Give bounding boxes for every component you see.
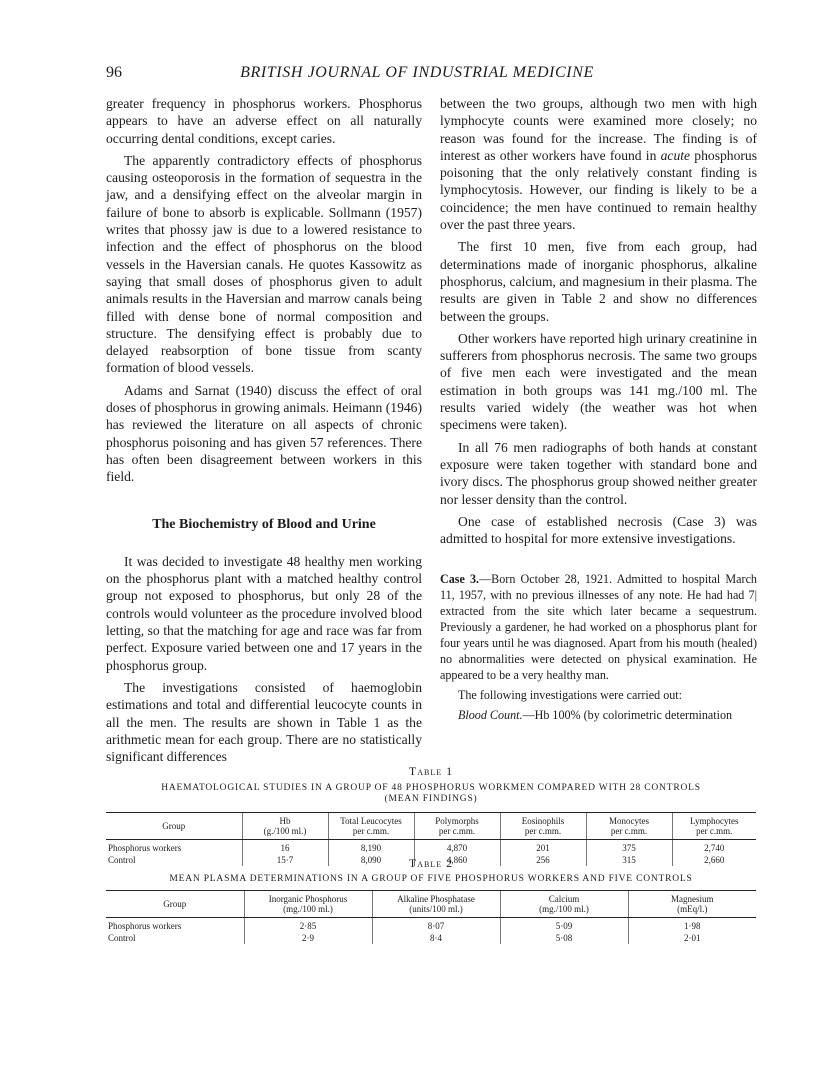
italic-text: acute — [660, 147, 691, 163]
paragraph: It was decided to investigate 48 healthy men working on the phosphorus plant with a matched healthy control group not exposed to phosphorus, but only 28 of the controls would volunteer as the procedure involved blood letting, so that the matching for age and race was far from perfect. Exposure varied between one and 17 years in the phosphorus group. — [106, 553, 422, 673]
table2-header: Magnesium (mEq/l.) — [628, 891, 756, 918]
text-run: phosphorus poisoning that the only relatively constant finding is lymphocytosis. However, our finding is likely to be a coincidence; the men have continued to remain healthy over the past three years. — [440, 147, 757, 233]
table-cell: 2,660 — [672, 854, 756, 866]
table-cell: 8,190 — [328, 840, 414, 855]
table-cell: 2,740 — [672, 840, 756, 855]
table-cell: 8·07 — [372, 918, 500, 933]
table-cell: 315 — [586, 854, 672, 866]
table-cell: 16 — [242, 840, 328, 855]
table-cell: 2·85 — [244, 918, 372, 933]
table1-header: Monocytes per c.mm. — [586, 813, 672, 840]
table-row — [106, 932, 756, 944]
table1-header: Lymphocytes per c.mm. — [672, 813, 756, 840]
table1-caption-line1: HAEMATOLOGICAL STUDIES IN A GROUP OF 48 PHOSPHORUS WORKMEN COMPARED WITH 28 CONTROLS — [161, 783, 701, 793]
table2 — [106, 890, 756, 944]
table-cell: 2·01 — [628, 932, 756, 944]
blood-count-label: Blood Count. — [458, 708, 523, 723]
table1-title: Table 1 — [408, 764, 454, 778]
table1-header: Total Leucocytes per c.mm. — [328, 813, 414, 840]
table-row — [106, 840, 756, 855]
table-cell: Control — [108, 933, 136, 943]
table1-caption — [106, 783, 756, 805]
table-cell: 8,090 — [328, 854, 414, 866]
blood-count-paragraph — [440, 707, 757, 723]
paragraph: Adams and Sarnat (1940) discuss the effect of oral doses of phosphorus in growing animals. Heimann (1946) has reviewed the literature on all aspects of chronic phosphorus poisoning and has given 57 references. There has often been disagreement between workers in this field. — [106, 382, 422, 485]
table2-caption: MEAN PLASMA DETERMINATIONS IN A GROUP OF FIVE PHOSPHORUS WORKERS AND FIVE CONTROLS — [169, 874, 693, 884]
followup-text: The following investigations were carried out: — [458, 688, 683, 703]
table2-header: Alkaline Phosphatase (units/100 ml.) — [372, 891, 500, 918]
paragraph: greater frequency in phosphorus workers. Phosphorus appears to have an adverse effect on all naturally occurring dental conditions, except caries. — [106, 96, 422, 146]
table1-header: Hb (g./100 ml.) — [242, 813, 328, 840]
page-number: 96 — [106, 64, 122, 81]
paragraph: One case of established necrosis (Case 3) was admitted to hospital for more extensive investigations. — [440, 513, 757, 547]
table2-title: Table 2 — [408, 856, 454, 870]
case-text: —Born October 28, 1921. Admitted to hospital March 11, 1957, with no previous illnesses of any note. He had had 7| extracted from the site which later became a sequestrum. Previously a gardener, he had worked on a phosphorus plant for four years until he was diagnosed. Apart from his mouth (healed) no abnormalities were detected on physical examination. He appeared to be a very healthy man. — [440, 572, 757, 683]
paragraph: The first 10 men, five from each group, had determinations made of inorganic phosphorus, alkaline phosphorus, calcium, and magnesium in their plasma. The results are given in Table 2 and show no differences between the groups. — [440, 239, 757, 324]
table2-header-row — [106, 891, 756, 918]
table-cell: 5·09 — [500, 918, 628, 933]
case-report — [440, 571, 757, 723]
page-header — [106, 64, 728, 86]
paragraph: In all 76 men radiographs of both hands at constant exposure were taken together with standard bone and ivory discs. The phosphorus group showed neither greater nor lesser density than the control. — [440, 439, 757, 507]
table-cell: 4,870 — [414, 840, 500, 855]
table1-caption-line2: (MEAN FINDINGS) — [384, 794, 478, 804]
table1-header: Polymorphs per c.mm. — [414, 813, 500, 840]
table2-header: Calcium (mg./100 ml.) — [500, 891, 628, 918]
table1-header-row — [106, 813, 756, 840]
table-cell: Phosphorus workers — [108, 843, 182, 853]
table-cell: 2·9 — [244, 932, 372, 944]
blood-count-text: —Hb 100% (by colorimetric determination — [522, 708, 733, 723]
right-column — [440, 95, 757, 727]
table-cell: 15·7 — [242, 854, 328, 866]
table-cell: 1·98 — [628, 918, 756, 933]
table1-header: Eosinophils per c.mm. — [500, 813, 586, 840]
table2-header: Inorganic Phosphorus (mg./100 ml.) — [244, 891, 372, 918]
paragraph: The investigations consisted of haemoglobin estimations and total and differential leucocyte counts in all the men. The results are shown in Table 1 as the arithmetic mean for each group. There are no statistically significant differences — [106, 679, 422, 765]
table-cell: 4,860 — [414, 854, 500, 866]
table1-header: Group — [106, 813, 242, 840]
left-column — [106, 95, 422, 770]
table-row — [106, 918, 756, 933]
table-cell: 256 — [500, 854, 586, 866]
table-cell: Phosphorus workers — [108, 921, 182, 931]
case-label: Case 3. — [440, 572, 480, 587]
paragraph: Other workers have reported high urinary creatinine in sufferers from phosphorus necrosis. The same two groups of five men each were investigated and the mean estimation in both groups was 141 mg./100 ml. The results varied widely (the weather was hot when specimens were taken). — [440, 330, 757, 433]
text-run: between the two groups, although two men with high lymphocyte counts were examined more closely; no reason was found for the increase. The finding is of interest as other workers have found in — [440, 96, 757, 163]
table-cell: 5·08 — [500, 932, 628, 944]
table-cell: 8·4 — [372, 932, 500, 944]
paragraph — [440, 95, 757, 233]
journal-title: BRITISH JOURNAL OF INDUSTRIAL MEDICINE — [240, 64, 594, 81]
table-cell: Control — [108, 855, 136, 865]
table2-header: Group — [106, 891, 244, 918]
case-paragraph — [440, 571, 757, 683]
section-heading: The Biochemistry of Blood and Urine — [152, 516, 376, 532]
table-cell: 375 — [586, 840, 672, 855]
paragraph: The apparently contradictory effects of phosphorus causing osteoporosis in the formation of sequestra in the jaw, and a densifying effect on the alveolar margin in failure of bone to absorb is explicable. Sollmann (1957) writes that phossy jaw is due to a lowered resistance to infection and the effect of phosphorus on the blood vessels in the Haversian canals. He quotes Kassowitz as saying that small doses of phosphorus given to adult animals results in the Haversian and marrow canals being filled with dense bone of normal composition and structure. The densifying effect is probably due to delayed reabsorption of bone tissue from scanty formation of blood vessels. — [106, 152, 422, 376]
table-cell: 201 — [500, 840, 586, 855]
